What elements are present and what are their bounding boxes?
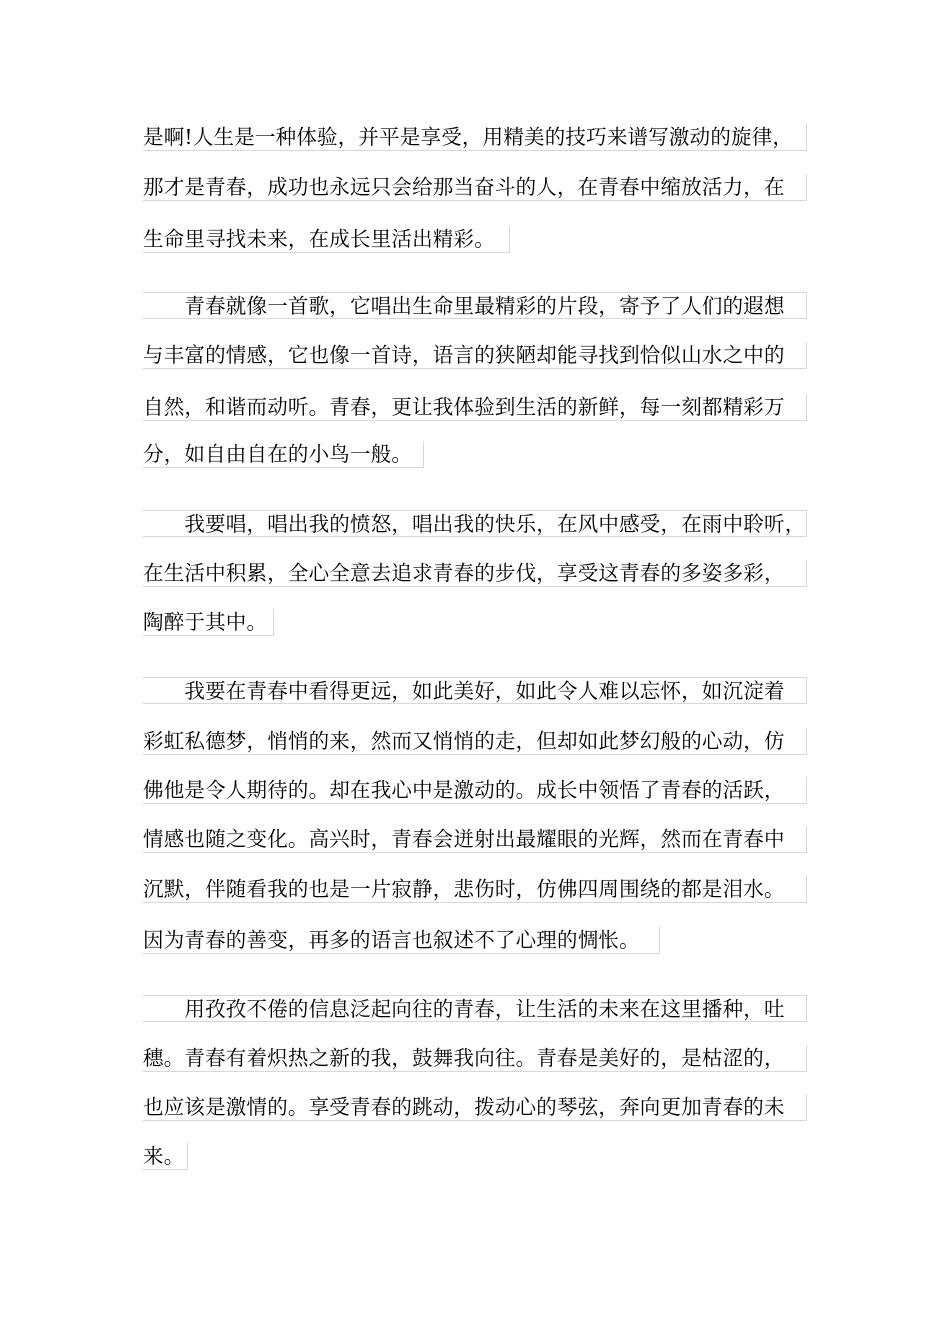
text-line: 是啊!人生是一种体验，并平是享受，用精美的技巧来谱写激动的旋律， <box>143 124 807 151</box>
text-line: 青春就像一首歌，它唱出生命里最精彩的片段，寄予了人们的遐想 <box>143 292 807 319</box>
text-line: 情感也随之变化。高兴时，青春会迸射出最耀眼的光辉，然而在青春中 <box>143 826 807 853</box>
text-line: 我要唱，唱出我的愤怒，唱出我的快乐，在风中感受，在雨中聆听， <box>143 512 806 536</box>
text-line: 因为青春的善变，再多的语言也叙述不了心理的惆怅。 <box>143 927 660 954</box>
text-line: 彩虹私德梦，悄悄的来，然而又悄悄的走，但却如此梦幻般的心动，仿 <box>143 728 807 755</box>
text-line: 用孜孜不倦的信息泛起向往的青春，让生活的未来在这里播种，吐 <box>143 995 807 1022</box>
text-line: 在生活中积累，全心全意去追求青春的步伐，享受这青春的多姿多彩， <box>143 560 807 587</box>
text-line: 佛他是令人期待的。却在我心中是激动的。成长中领悟了青春的活跃， <box>143 777 807 804</box>
text-line: 穗。青春有着炽热之新的我，鼓舞我向往。青春是美好的，是枯涩的， <box>143 1045 807 1072</box>
text-line: 沉默，伴随看我的也是一片寂静，悲伤时，仿佛四周围绕的都是泪水。 <box>143 876 807 903</box>
text-line: 分，如自由自在的小鸟一般。 <box>143 441 424 468</box>
text-line: 那才是青春，成功也永远只会给那当奋斗的人，在青春中缩放活力，在 <box>143 174 807 201</box>
text-line: 我要在青春中看得更远，如此美好，如此令人难以忘怀，如沉淀着 <box>143 677 807 704</box>
text-line: 自然，和谐而动听。青春，更让我体验到生活的新鲜，每一刻都精彩万 <box>143 394 807 421</box>
text-line: 陶醉于其中。 <box>143 609 274 636</box>
text-line: 生命里寻找未来，在成长里活出精彩。 <box>143 226 510 253</box>
text-line: 与丰富的情感，它也像一首诗，语言的狭陋却能寻找到恰似山水之中的 <box>143 342 807 369</box>
text-line: 也应该是激情的。享受青春的跳动，拨动心的琴弦，奔向更加青春的未 <box>143 1094 807 1121</box>
text-line: 来。 <box>143 1143 188 1170</box>
